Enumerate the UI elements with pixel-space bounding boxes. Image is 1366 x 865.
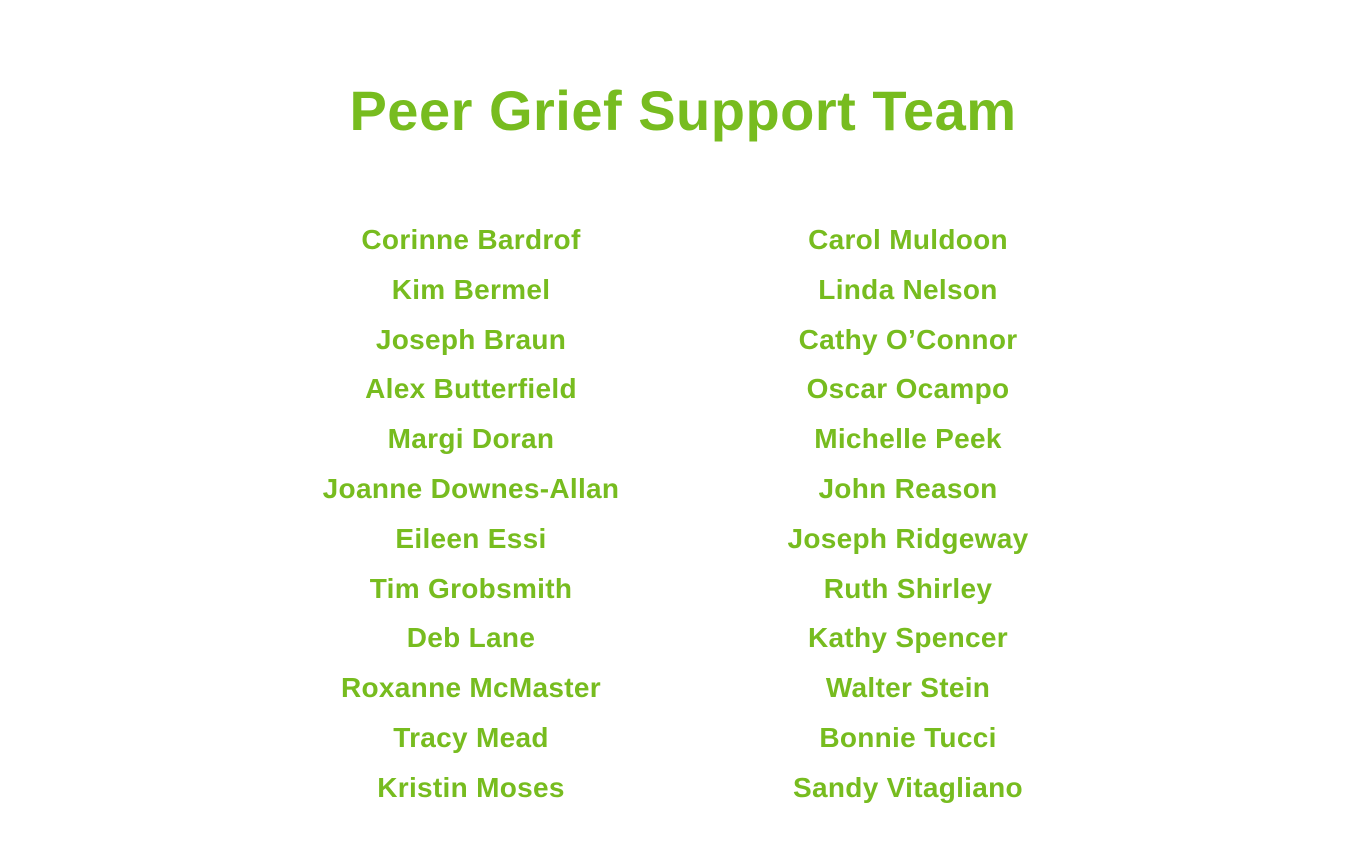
team-member: Bonnie Tucci [819,721,997,753]
team-member: Linda Nelson [818,273,998,305]
team-member: Margi Doran [387,423,555,455]
team-member: Joseph Braun [375,323,567,355]
team-member: Cathy O’Connor [798,323,1018,355]
team-member: Eileen Essi [395,522,547,554]
team-member: Roxanne McMaster [341,672,601,704]
team-member: Kathy Spencer [808,622,1008,654]
team-list-right [708,215,1108,813]
team-member: Kristin Moses [377,771,565,803]
team-member: Tracy Mead [393,721,549,753]
team-member: John Reason [818,472,998,504]
team-member: Joseph Ridgeway [787,522,1029,554]
team-member: Corinne Bardrof [361,224,581,255]
team-member: Tim Grobsmith [369,572,573,604]
team-member: Walter Stein [825,672,991,704]
team-member: Ruth Shirley [823,572,993,604]
team-member: Carol Muldoon [808,224,1008,255]
team-member: Deb Lane [406,622,536,654]
team-member: Joanne Downes-Allan [322,472,620,504]
team-member: Michelle Peek [814,423,1002,455]
page-title: Peer Grief Support Team [349,79,1017,142]
team-member: Kim Bermel [391,273,551,305]
team-member: Sandy Vitagliano [793,771,1023,803]
team-member: Alex Butterfield [365,373,577,405]
team-member: Oscar Ocampo [806,373,1010,405]
team-list-left [271,215,671,813]
